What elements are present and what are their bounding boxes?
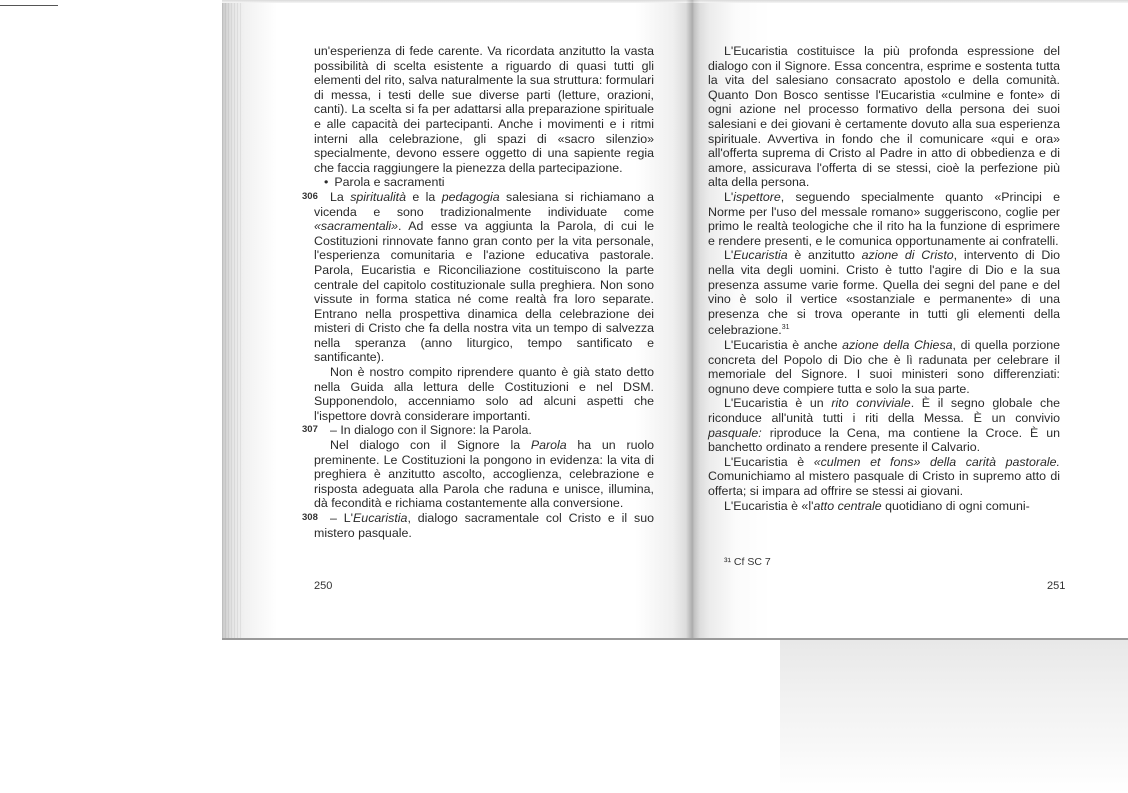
margin-number: 306 xyxy=(302,190,318,202)
text-segment: L'Eucaristia è un xyxy=(724,396,832,411)
paragraph xyxy=(708,499,1060,514)
italic-text: azione di Cristo xyxy=(861,248,954,263)
text-segment: Non è nostro compito riprendere quanto è già stato detto nella Guida alla lettura delle Costituzioni e nel DSM. Supponendolo, accenniamo solo ad alcuni aspetti che l'ispettore dovrà considerare importanti. xyxy=(314,365,654,423)
text-segment: e la xyxy=(405,189,442,204)
italic-text: Parola xyxy=(530,438,567,453)
left-page-edge-shadow xyxy=(222,3,242,640)
italic-text: ispettore xyxy=(733,189,781,204)
paragraph xyxy=(302,511,655,540)
paragraph xyxy=(708,248,1060,338)
footnote-ref: 31 xyxy=(781,324,790,332)
text-segment: – L' xyxy=(330,511,354,525)
italic-text: rito conviviale xyxy=(831,396,911,411)
text-segment: ha un ruolo preminente. Le Costituzioni la pongono in evidenza: la vita di preghiera è anzitutto ascolto, accoglienza, celebrazione e risposta adeguata alla Parola che raduna e unisce, illumina, dà fecondità e richiama costantemente alla conversione. xyxy=(314,438,654,511)
text-segment: La xyxy=(330,189,351,204)
text-segment: , dialogo sacramentale col Cristo e il suo mistero pasquale. xyxy=(314,511,655,540)
paragraph xyxy=(708,44,1060,190)
text-segment: , intervento di Dio nella vita degli uomini. Cristo è tutto l'agire di Dio e la sua presenza assume varie forme. Quella dei segni del pane e del vino è solo il vertice «sostanziale e permanente» di una presenza che si trova operante in tutti gli elementi della celebrazione. xyxy=(708,248,1061,338)
book-gutter xyxy=(686,0,700,640)
italic-text: «culmen et fons» della carità pastorale. xyxy=(813,454,1060,469)
italic-text: «sacramentali» xyxy=(314,219,399,234)
right-page-number: 251 xyxy=(1047,580,1066,592)
margin-number: 307 xyxy=(302,424,318,436)
text-segment: L'Eucaristia è «l' xyxy=(724,498,814,513)
text-segment: riproduce la Cena, ma contiene la Croce. È un banchetto ordinato a rendere presente il Calvario. xyxy=(708,425,1060,455)
text-segment: , seguendo specialmente quanto «Principi e Norme per l'uso del messale romano» suggeriscono, coglie per primo le realtà teologiche che il rito ha la funzione di esprimere e rendere presenti, e le comunica opportunamente ai confratelli. xyxy=(708,189,1060,248)
paragraph xyxy=(302,423,654,438)
text-segment: . Ad esse va aggiunta la Parola, di cui le Costituzioni rinnovate fanno gran conto per la vita personale, l'esperienza comunitaria e l'azione educativa pastorale. Parola, Eucaristia e Riconciliazione costituiscono la parte centrale del capitolo costituzionale sulla preghiera. Non sono vissute in forma statica né come realtà fra loro separate. Entrano nella prospettiva dinamica della celebrazione dei misteri di Cristo che fa della nostra vita un tempo di salvezza nella speranza (anno liturgico, tempo santificato e santificante). xyxy=(314,219,654,365)
text-segment: quotidiano di ogni comuni- xyxy=(881,498,1030,513)
text-segment: – In dialogo con il Signore: la Parola. xyxy=(330,423,532,438)
right-page-text xyxy=(708,44,1060,513)
paragraph xyxy=(314,438,654,511)
italic-text: spiritualità xyxy=(350,189,406,204)
text-segment: , di quella porzione concreta del Popolo di Dio che è lì radunata per celebrare il memoriale del Signore. I suoi ministeri sono differenziati: ognuno deve compiere tutta e solo la sua parte. xyxy=(708,338,1061,396)
paragraph xyxy=(708,396,1060,454)
paragraph xyxy=(708,338,1060,396)
text-segment: Comunichiamo al mistero pasquale di Cristo in supremo atto di offerta; si impara ad offrire se stessi ai giovani. xyxy=(708,469,1060,498)
paragraph xyxy=(314,365,654,423)
text-segment: . È il segno globale che riconduce all'unità tutti i riti della Messa. È un convivio xyxy=(708,396,1060,425)
left-page-text xyxy=(302,44,655,540)
scan-edge-line xyxy=(0,5,58,6)
margin-number: 308 xyxy=(302,512,318,523)
paragraph xyxy=(314,175,654,190)
paragraph xyxy=(708,190,1060,248)
text-segment: un'esperienza di fede carente. Va ricordata anzitutto la vasta possibilità di scelta esistente a riguardo di quasi tutti gli elementi del rito, salva naturalmente la sua struttura: formulari di messa, i testi delle sue diverse parti (letture, orazioni, canti). La scelta si fa per adattarsi alla preparazione spirituale e alle capacità dei partecipanti. Anche i movimenti e i ritmi interni alla celebrazione, gli spazi di «sacro silenzio» specialmente, devono essere oggetto di una sapiente regia che faccia raggiungere la pienezza della partecipazione. xyxy=(314,44,654,175)
paragraph xyxy=(302,189,654,365)
paragraph xyxy=(314,44,654,175)
text-segment: Parola e sacramenti xyxy=(334,175,445,190)
italic-text: pedagogia xyxy=(441,189,500,204)
italic-text: Eucaristia xyxy=(353,511,408,525)
text-segment: salesiana si richiamano a vicenda e sono tradizionalmente individuate come xyxy=(314,189,654,219)
italic-text: Eucaristia xyxy=(733,248,788,263)
italic-text: atto centrale xyxy=(813,498,882,513)
italic-text: azione della Chiesa xyxy=(842,338,953,352)
text-segment: L'Eucaristia costituisce la più profonda espressione del dialogo con il Signore. Essa concentra, esprime e sostenta tutta la vita del salesiano consacrato apostolo e della comunità. Quanto Don Bosco sentisse l'Eucaristia «culmine e fonte» di ogni azione nel processo formativo della persona dei suoi salesiani e dei giovani è certamente dovuto alla sua esperienza spirituale. Avvertiva in fondo che il comunicare «qui e ora» all'offerta suprema di Cristo al Padre in atto di obbedienza e di amore, assicurava l'offerta di se stessi, cioè la perfezione più alta della persona. xyxy=(708,44,1060,190)
left-page-number: 250 xyxy=(314,580,333,592)
text-segment: L' xyxy=(724,248,734,263)
scan-shadow xyxy=(780,640,1128,793)
text-segment: è anzitutto xyxy=(787,248,862,263)
italic-text: pasquale: xyxy=(708,425,762,440)
footnote: ³¹ Cf SC 7 xyxy=(724,556,771,568)
text-segment: L'Eucaristia è anche xyxy=(724,338,843,352)
text-segment: L'Eucaristia è xyxy=(724,454,814,469)
text-segment: Nel dialogo con il Signore la xyxy=(330,438,531,453)
paragraph xyxy=(708,455,1060,499)
text-segment: L' xyxy=(724,189,734,204)
